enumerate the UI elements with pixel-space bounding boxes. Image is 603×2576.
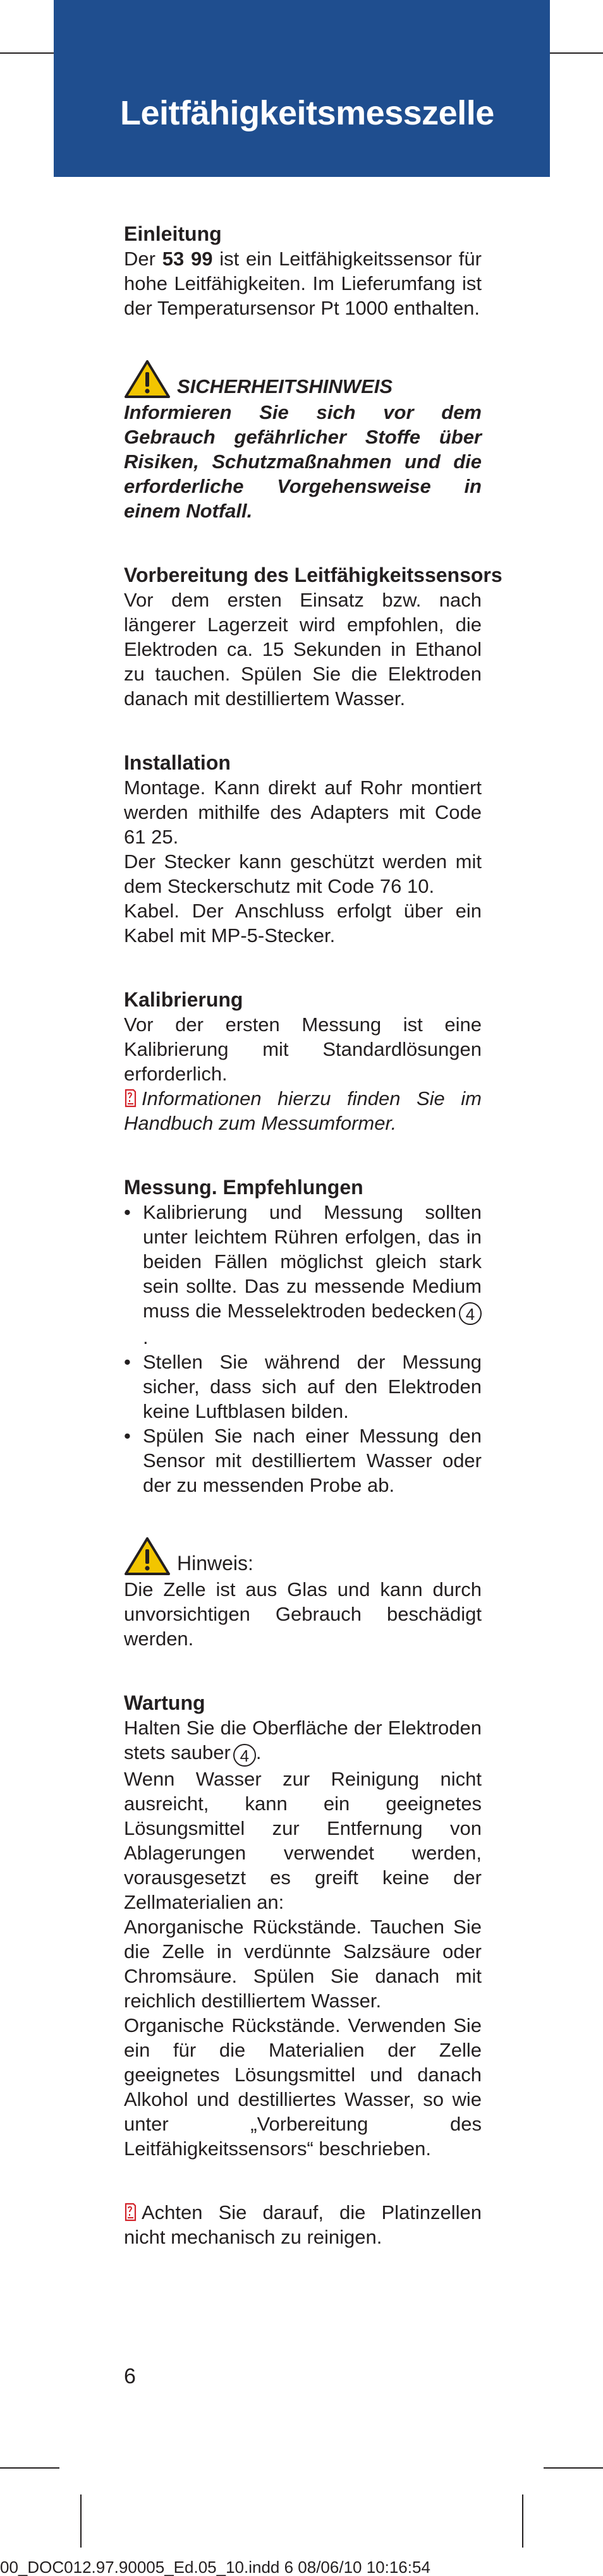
- warning-icon: [124, 360, 171, 399]
- montage-text: Kann direkt auf Rohr montiert werden mithilfe des Adapters mit Code 61 25.: [124, 777, 482, 848]
- section-sicherheitshinweis: [124, 360, 482, 523]
- manual-reference-icon: [124, 2203, 137, 2222]
- messung-bullet-1-text: Kalibrierung und Messung sollten unter leichtem Rühren erfolgen, das in beiden Fällen möglichst gleich stark sein sollte. Das zu messende Medium muss die Messelektroden bedecken: [143, 1201, 482, 1322]
- messung-bullet-1-end: .: [143, 1326, 149, 1348]
- montage-label: Montage.: [124, 777, 206, 799]
- figure-reference: 4: [233, 1744, 256, 1767]
- wartung-text-2: Wenn Wasser zur Reinigung nicht ausreicht, kann ein geeignetes Lösungsmittel zur Entfernung von Ablagerungen verwendet werden, vorausgesetzt es greift keine der Zellmaterialien an:: [124, 1768, 482, 1913]
- sicherheitshinweis-heading: SICHERHEITSHINWEIS: [177, 375, 393, 397]
- kalibrierung-note-text: Informationen hierzu finden Sie im Handbuch zum Messumformer.: [124, 1087, 482, 1134]
- wartung-text-1-post: .: [255, 1741, 262, 1763]
- kalibrierung-text: Vor der ersten Messung ist eine Kalibrierung mit Standardlösungen erforderlich.: [124, 1013, 482, 1085]
- hinweis-text: Die Zelle ist aus Glas und kann durch unvorsichtigen Gebrauch beschädigt werden.: [124, 1578, 482, 1650]
- sicherheitshinweis-title-row: [124, 360, 482, 399]
- messung-heading: Messung. Empfehlungen: [124, 1176, 363, 1199]
- figure-reference: 4: [459, 1302, 482, 1325]
- sicherheitshinweis-text: Informieren Sie sich vor dem Gebrauch gefährlicher Stoffe über Risiken, Schutzmaßnahmen und die erforderliche Vorgehensweise in einem Notfall.: [124, 401, 482, 522]
- wartung-heading: Wartung: [124, 1691, 205, 1714]
- hinweis-heading: Hinweis:: [177, 1552, 253, 1575]
- section-einleitung: [124, 221, 482, 320]
- wartung-note: [124, 2200, 482, 2249]
- manual-reference-icon: [124, 1089, 137, 1108]
- wartung-note-text: Achten Sie darauf, die Platinzellen nicht mechanisch zu reinigen.: [124, 2201, 482, 2248]
- kabel-label: Kabel.: [124, 900, 180, 922]
- stecker-paragraph: Der Stecker kann geschützt werden mit dem Steckerschutz mit Code 76 10.: [124, 850, 482, 897]
- kabel-paragraph: [124, 898, 482, 948]
- anorganisch-paragraph: [124, 1914, 482, 2013]
- vorbereitung-text: Vor dem ersten Einsatz bzw. nach längerer Lagerzeit wird empfohlen, die Elektroden ca. 15 Sekunden in Ethanol zu tauchen. Spülen Sie die Elektroden danach mit destilliertem Wasser.: [124, 589, 482, 710]
- installation-heading: Installation: [124, 751, 231, 774]
- anorganisch-text: Tauchen Sie die Zelle in verdünnte Salzsäure oder Chromsäure. Spülen Sie danach mit reichlich destilliertem Wasser.: [124, 1916, 482, 2012]
- organisch-paragraph: [124, 2013, 482, 2161]
- list-item: • Stellen Sie während der Messung sicher, dass sich auf den Elektroden keine Luftblasen bilden.: [124, 1350, 482, 1424]
- title-banner: [54, 0, 550, 177]
- messung-list: [124, 1200, 482, 1497]
- crop-mark-bottom-left-horizontal: [0, 2467, 59, 2469]
- section-wartung: [124, 1690, 482, 2249]
- page-number: 6: [124, 2364, 136, 2388]
- hinweis-title-row: [124, 1537, 482, 1576]
- anorganisch-label: Anorganische Rückstände.: [124, 1916, 362, 1938]
- section-messung: [124, 1175, 482, 1497]
- warning-icon: [124, 1537, 171, 1576]
- crop-mark-bottom-left-vertical: [80, 2494, 82, 2548]
- list-item: • Spülen Sie nach einer Messung den Sensor mit destilliertem Wasser oder der zu messenden Probe ab.: [124, 1424, 482, 1497]
- main-content: [124, 221, 502, 2249]
- crop-mark-bottom-right-vertical: [522, 2494, 523, 2548]
- kalibrierung-heading: Kalibrierung: [124, 988, 243, 1011]
- crop-mark-top-right-horizontal: [546, 52, 603, 54]
- montage-paragraph: [124, 775, 482, 849]
- wartung-text-1: [124, 1715, 482, 1767]
- einleitung-text-pre: Der: [124, 248, 162, 270]
- kalibrierung-note: [124, 1086, 482, 1135]
- page-title: Leitfähigkeitsmesszelle: [120, 94, 494, 132]
- kabel-text: Der Anschluss erfolgt über ein Kabel mit MP-5-Stecker.: [124, 900, 482, 946]
- wartung-text-1-pre: Halten Sie die Oberfläche der Elektroden stets sauber: [124, 1717, 482, 1763]
- section-hinweis: [124, 1537, 482, 1651]
- einleitung-heading: Einleitung: [124, 222, 222, 245]
- section-vorbereitung: [124, 562, 502, 711]
- section-kalibrierung: [124, 987, 482, 1135]
- list-item: [124, 1200, 482, 1350]
- einleitung-text-post: ist ein Leitfähigkeitssensor für hohe Leitfähigkeiten. Im Lieferumfang ist der Temperatursensor Pt 1000 enthalten.: [124, 248, 482, 319]
- vorbereitung-heading: Vorbereitung des Leitfähigkeitssensors: [124, 564, 502, 586]
- product-code: 53 99: [162, 248, 213, 270]
- print-slug: 00_DOC012.97.90005_Ed.05_10.indd 6 08/06/10 10:16:54: [0, 2558, 430, 2576]
- organisch-text: Verwenden Sie ein für die Materialien der Zelle geeignetes Lösungsmittel und danach Alkohol und destilliertes Wasser, so wie unter „Vorbereitung des Leitfähigkeitssensors“ beschrieben.: [124, 2014, 482, 2160]
- einleitung-text: [124, 246, 482, 320]
- section-installation: [124, 750, 482, 948]
- crop-mark-top-left-horizontal: [0, 52, 57, 54]
- crop-mark-bottom-right-horizontal: [544, 2467, 603, 2469]
- organisch-label: Organische Rückstände.: [124, 2014, 341, 2036]
